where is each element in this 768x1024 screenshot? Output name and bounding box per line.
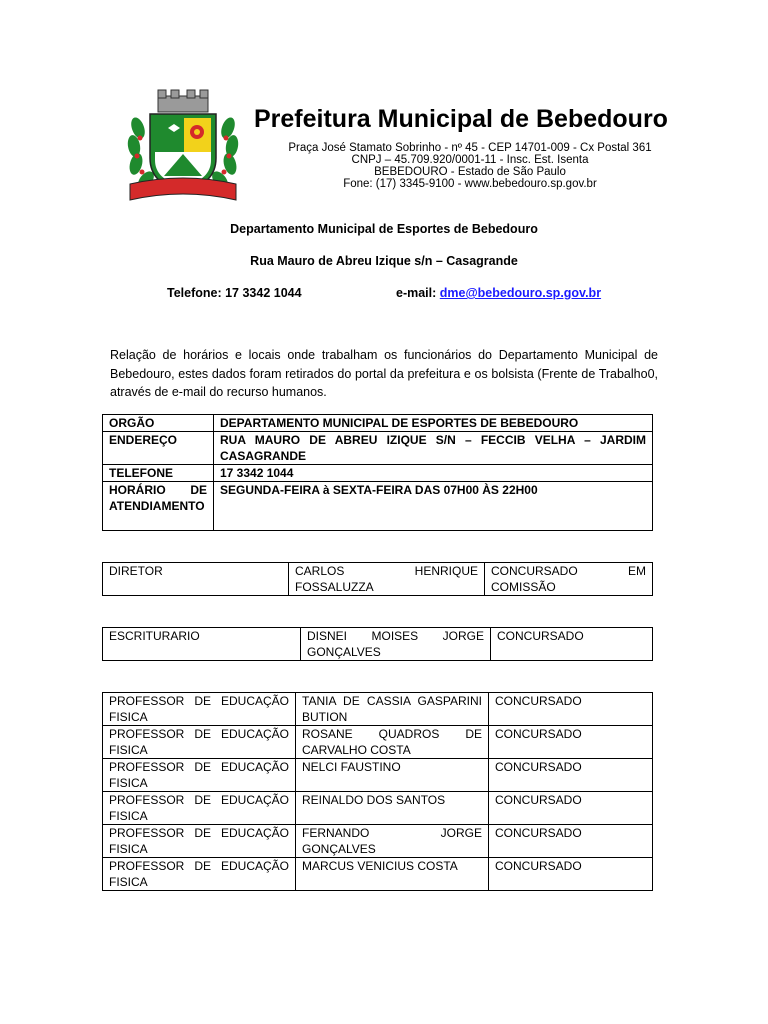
table-row bbox=[103, 825, 653, 858]
info-label: TELEFONE bbox=[103, 465, 214, 482]
info-value: DEPARTAMENTO MUNICIPAL DE ESPORTES DE BEBEDOURO bbox=[214, 415, 653, 432]
status-cell: CONCURSADO bbox=[489, 825, 653, 858]
clerk-table bbox=[102, 627, 653, 661]
role-cell: PROFESSOR DE EDUCAÇÃO FISICA bbox=[103, 825, 296, 858]
name-cell: MARCUS VENICIUS COSTA bbox=[296, 858, 489, 891]
info-value: SEGUNDA-FEIRA à SEXTA-FEIRA DAS 07H00 ÀS 22H00 bbox=[214, 482, 653, 531]
table-row bbox=[103, 465, 653, 482]
department-phone: Telefone: 17 3342 1044 bbox=[167, 286, 302, 300]
role-cell: PROFESSOR DE EDUCAÇÃO FISICA bbox=[103, 759, 296, 792]
table-row bbox=[103, 415, 653, 432]
teachers-table bbox=[102, 692, 653, 891]
name-cell: NELCI FAUSTINO bbox=[296, 759, 489, 792]
table-row bbox=[103, 759, 653, 792]
department-email bbox=[396, 286, 601, 300]
cnpj-line: CNPJ – 45.709.920/0001-11 - Insc. Est. Isenta bbox=[351, 154, 589, 166]
email-link[interactable]: dme@bebedouro.sp.gov.br bbox=[439, 286, 602, 300]
status-cell: CONCURSADO bbox=[489, 792, 653, 825]
table-row bbox=[103, 482, 653, 531]
status-cell: CONCURSADO bbox=[489, 693, 653, 726]
name-cell: DISNEI MOISES JORGE GONÇALVES bbox=[301, 628, 491, 661]
department-name: Departamento Municipal de Esportes de Bebedouro bbox=[230, 222, 538, 236]
status-cell: CONCURSADO bbox=[491, 628, 653, 661]
table-row bbox=[103, 563, 653, 596]
table-row bbox=[103, 432, 653, 465]
status-cell: CONCURSADO bbox=[489, 726, 653, 759]
table-row bbox=[103, 858, 653, 891]
municipality-title: Prefeitura Municipal de Bebedouro bbox=[254, 105, 668, 133]
info-label: ENDEREÇO bbox=[103, 432, 214, 465]
role-cell: PROFESSOR DE EDUCAÇÃO FISICA bbox=[103, 693, 296, 726]
status-cell: CONCURSADO bbox=[489, 858, 653, 891]
intro-paragraph: Relação de horários e locais onde trabalham os funcionários do Departamento Municipal de Bebedouro, estes dados foram retirados do portal da prefeitura e os bolsista (Frente de Trabalho0, através de e-mail do recurso humanos. bbox=[110, 348, 658, 399]
name-cell: TANIA DE CASSIA GASPARINI BUTION bbox=[296, 693, 489, 726]
table-row bbox=[103, 693, 653, 726]
info-label: ORGÃO bbox=[103, 415, 214, 432]
table-row bbox=[103, 726, 653, 759]
role-cell: ESCRITURARIO bbox=[103, 628, 301, 661]
name-cell: CARLOS HENRIQUE FOSSALUZZA bbox=[289, 563, 485, 596]
city-line: BEBEDOURO - Estado de São Paulo bbox=[374, 166, 566, 178]
info-value: 17 3342 1044 bbox=[214, 465, 653, 482]
info-value: RUA MAURO DE ABREU IZIQUE S/N – FECCIB VELHA – JARDIM CASAGRANDE bbox=[214, 432, 653, 465]
address-line: Praça José Stamato Sobrinho - nº 45 - CEP 14701-009 - Cx Postal 361 bbox=[288, 142, 652, 154]
status-cell: CONCURSADO EM COMISSÃO bbox=[485, 563, 653, 596]
email-label: e-mail: bbox=[396, 286, 437, 300]
role-cell: PROFESSOR DE EDUCAÇÃO FISICA bbox=[103, 726, 296, 759]
role-cell: PROFESSOR DE EDUCAÇÃO FISICA bbox=[103, 858, 296, 891]
role-cell: DIRETOR bbox=[103, 563, 289, 596]
department-info-table bbox=[102, 414, 653, 531]
municipal-crest-logo bbox=[124, 88, 242, 206]
director-table bbox=[102, 562, 653, 596]
department-address: Rua Mauro de Abreu Izique s/n – Casagrande bbox=[250, 254, 518, 268]
role-cell: PROFESSOR DE EDUCAÇÃO FISICA bbox=[103, 792, 296, 825]
name-cell: ROSANE QUADROS DE CARVALHO COSTA bbox=[296, 726, 489, 759]
contact-line: Fone: (17) 3345-9100 - www.bebedouro.sp.gov.br bbox=[343, 178, 597, 190]
name-cell: FERNANDO JORGE GONÇALVES bbox=[296, 825, 489, 858]
table-row bbox=[103, 628, 653, 661]
table-row bbox=[103, 792, 653, 825]
status-cell: CONCURSADO bbox=[489, 759, 653, 792]
info-label: HORÁRIO DE ATENDIAMENTO bbox=[103, 482, 214, 531]
name-cell: REINALDO DOS SANTOS bbox=[296, 792, 489, 825]
